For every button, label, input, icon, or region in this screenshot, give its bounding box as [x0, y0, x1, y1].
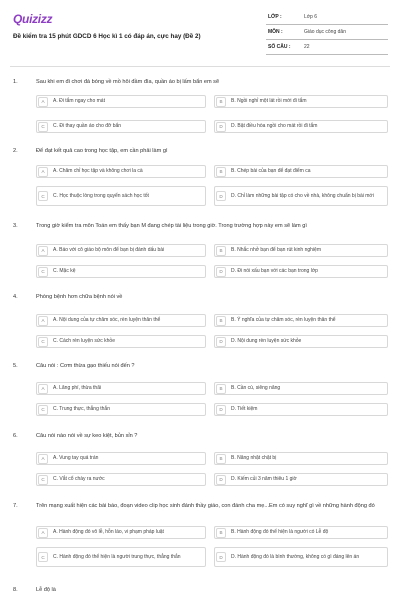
option-text: D. Hành động đó là bình thường, không có gì đáng lên án: [231, 553, 360, 560]
option-letter-badge: A: [38, 246, 48, 256]
option-letter-badge: A: [38, 528, 48, 538]
question-number: 5.: [13, 363, 18, 369]
meta-row-subject: [266, 25, 388, 40]
option-letter-badge: A: [38, 316, 48, 326]
worksheet-meta: [266, 10, 388, 55]
meta-value: 22: [304, 44, 310, 50]
option-letter-badge: D: [216, 405, 226, 415]
option-text: B. Ý nghĩa của tự chăm sóc, rèn luyện thân thể: [231, 317, 336, 324]
option-text: A. Đi tắm ngay cho mát: [53, 98, 105, 105]
option-text: A. Lãng phí, thừa thãi: [53, 385, 102, 392]
option-letter-badge: D: [216, 267, 226, 277]
option-letter-badge: C: [38, 191, 48, 201]
question-text: Lễ độ là: [36, 587, 56, 593]
meta-value: Lớp 6: [304, 14, 318, 20]
option-text: A. Hành động đó vô lễ, hỗn láo, vi phạm pháp luật: [53, 529, 164, 536]
answer-option-c[interactable]: [36, 265, 206, 278]
option-text: B. Cần cù, siêng năng: [231, 385, 281, 392]
question-text: Câu nói nào nói về sự keo kiệt, bủn xỉn ?: [36, 433, 138, 439]
meta-label: LỚP :: [268, 14, 282, 20]
answer-option-d[interactable]: [214, 120, 388, 133]
question-number: 2.: [13, 148, 18, 154]
meta-row-class: [266, 10, 388, 25]
question-text: Để đạt kết quả cao trong học tập, em cần phải làm gì: [36, 148, 168, 154]
worksheet-header: [0, 0, 400, 62]
option-letter-badge: B: [216, 97, 226, 107]
answer-option-d[interactable]: [214, 186, 388, 206]
answer-option-c[interactable]: [36, 547, 206, 567]
option-letter-badge: C: [38, 475, 48, 485]
meta-row-count: [266, 40, 388, 55]
answer-option-b[interactable]: [214, 526, 388, 539]
option-letter-badge: D: [216, 122, 226, 132]
option-text: D. Nội dung rèn luyện sức khỏe: [231, 338, 302, 345]
question-number: 3.: [13, 223, 18, 229]
option-letter-badge: D: [216, 337, 226, 347]
question-number: 8.: [13, 587, 18, 593]
question-number: 1.: [13, 79, 18, 85]
answer-option-b[interactable]: [214, 95, 388, 108]
answer-option-a[interactable]: [36, 244, 206, 257]
question-text: Sau khi em đi chơi đá bóng về mồ hôi đầm đìa, quần áo bị lấm bẩn em sẽ: [36, 79, 220, 85]
question-text: Phòng bệnh hơn chữa bệnh nói về: [36, 294, 123, 300]
answer-option-c[interactable]: [36, 186, 206, 206]
answer-option-c[interactable]: [36, 120, 206, 133]
option-text: C. Cách rèn luyện sức khỏe: [53, 338, 115, 345]
option-letter-badge: D: [216, 475, 226, 485]
option-letter-badge: A: [38, 167, 48, 177]
option-text: B. Ngồi nghỉ một lát rồi mới đi tắm: [231, 98, 307, 105]
question-text: Trong giờ kiểm tra môn Toán em thấy bạn M đang chép tài liệu trong giờ. Trong trường hợp này em sẽ làm gì: [36, 223, 307, 229]
meta-label: SỐ CÂU :: [268, 44, 291, 50]
answer-option-d[interactable]: [214, 265, 388, 278]
option-text: A. Chăm chỉ học tập và không chơi la cà: [53, 168, 143, 175]
answer-option-c[interactable]: [36, 473, 206, 486]
option-text: B. Chép bài của bạn để đạt điểm ca: [231, 168, 311, 175]
option-text: B. Hành động đó thể hiện là người có Lễ độ: [231, 529, 329, 536]
option-text: D. Tiết kiệm: [231, 406, 258, 413]
option-text: C. Hành động đó thể hiện là người trung thực, thẳng thắn: [53, 553, 181, 560]
answer-option-b[interactable]: [214, 382, 388, 395]
answer-option-c[interactable]: [36, 335, 206, 348]
answer-option-b[interactable]: [214, 244, 388, 257]
worksheet-title: Đề kiểm tra 15 phút GDCD 6 Học kì 1 có đáp án, cực hay (Đề 2): [13, 33, 201, 40]
answer-option-a[interactable]: [36, 382, 206, 395]
answer-option-a[interactable]: [36, 452, 206, 465]
option-letter-badge: B: [216, 167, 226, 177]
header-divider: [10, 66, 390, 67]
answer-option-a[interactable]: [36, 314, 206, 327]
meta-label: MÔN :: [268, 29, 283, 35]
option-text: A. Báo với cô giáo bộ môn để bạn bị đánh dấu bài: [53, 247, 165, 254]
option-letter-badge: B: [216, 454, 226, 464]
answer-option-c[interactable]: [36, 403, 206, 416]
answer-option-d[interactable]: [214, 403, 388, 416]
option-text: C. Vắt cổ chày ra nước: [53, 476, 105, 483]
answer-option-a[interactable]: [36, 95, 206, 108]
answer-option-b[interactable]: [214, 314, 388, 327]
question-text: Câu nói : Cơm thừa gạo thiếu nói đến ?: [36, 363, 135, 369]
option-text: D. Bật điều hòa ngồi cho mát rồi đi tắm: [231, 123, 318, 130]
option-letter-badge: B: [216, 246, 226, 256]
option-letter-badge: B: [216, 316, 226, 326]
answer-option-a[interactable]: [36, 165, 206, 178]
option-text: D. Đi nói xấu bạn với các bạn trong lớp: [231, 268, 318, 275]
option-letter-badge: C: [38, 267, 48, 277]
answer-option-a[interactable]: [36, 526, 206, 539]
question-number: 4.: [13, 294, 18, 300]
question-number: 6.: [13, 433, 18, 439]
option-letter-badge: D: [216, 191, 226, 201]
option-text: A. Vung tay quá trán: [53, 455, 99, 462]
answer-option-d[interactable]: [214, 335, 388, 348]
option-letter-badge: B: [216, 528, 226, 538]
option-text: B. Nhắc nhở bạn để bạn rút kinh nghiệm: [231, 247, 322, 254]
option-text: D. Chỉ làm những bài tập có cho về nhà, không chuẩn bị bài mới: [231, 192, 374, 199]
option-text: C. Đi thay quần áo cho đỡ bẩn: [53, 123, 122, 130]
answer-option-d[interactable]: [214, 473, 388, 486]
option-letter-badge: A: [38, 384, 48, 394]
option-letter-badge: C: [38, 122, 48, 132]
quizizz-logo: Quizizz: [13, 12, 53, 26]
option-text: C. Mặc kệ: [53, 268, 76, 275]
option-letter-badge: A: [38, 97, 48, 107]
option-letter-badge: A: [38, 454, 48, 464]
option-letter-badge: D: [216, 552, 226, 562]
option-letter-badge: C: [38, 337, 48, 347]
option-text: A. Nội dung của tự chăm sóc, rèn luyện thân thể: [53, 317, 161, 324]
option-letter-badge: C: [38, 405, 48, 415]
option-text: C. Học thuộc lòng trong quyển sách học tốt: [53, 192, 149, 199]
meta-value: Giáo dục công dân: [304, 29, 346, 35]
option-text: B. Năng nhặt chặt bị: [231, 455, 277, 462]
option-letter-badge: C: [38, 552, 48, 562]
answer-option-b[interactable]: [214, 165, 388, 178]
option-letter-badge: B: [216, 384, 226, 394]
answer-option-d[interactable]: [214, 547, 388, 567]
option-text: D. Kiếm củi 3 năm thiêu 1 giờ: [231, 476, 297, 483]
answer-option-b[interactable]: [214, 452, 388, 465]
question-number: 7.: [13, 503, 18, 509]
question-text: Trên mạng xuất hiện các bài báo, đoạn video clip học sinh đánh thầy giáo, con đánh cha mẹ...Em có suy nghĩ gì về những hành động đó: [36, 503, 375, 509]
option-text: C. Trung thực, thẳng thắn: [53, 406, 110, 413]
